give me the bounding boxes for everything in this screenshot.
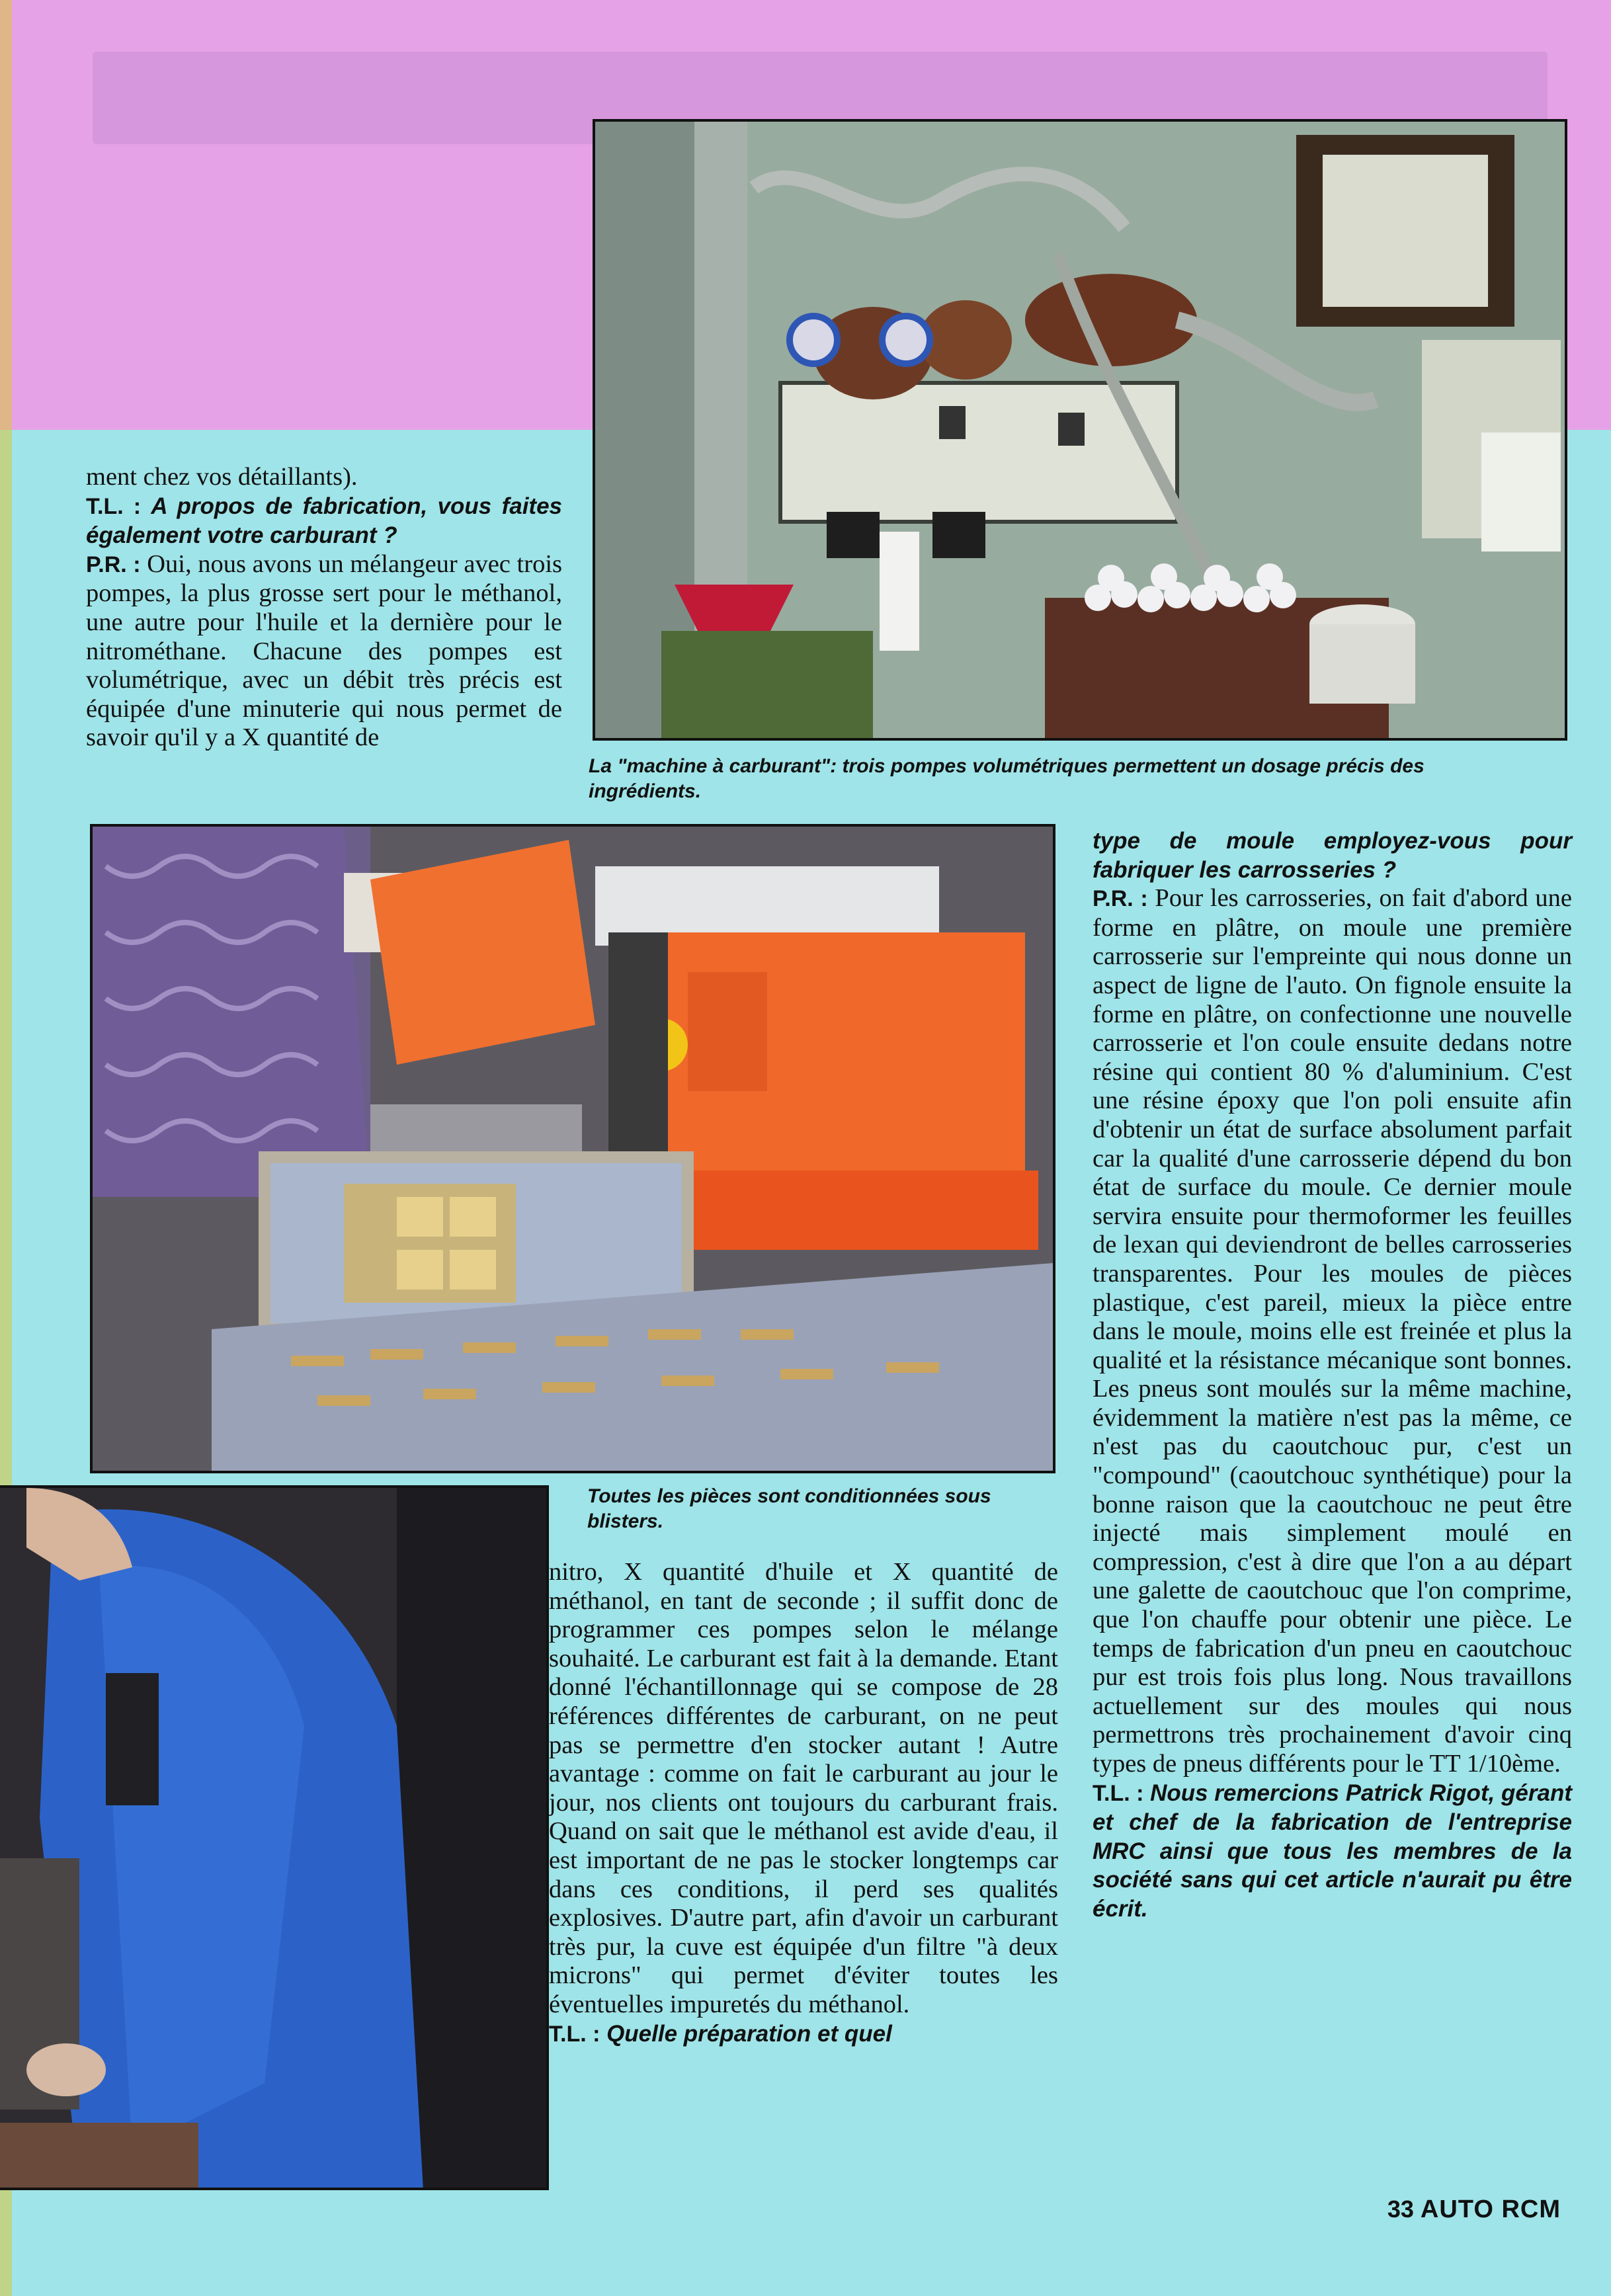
answer-text: Oui, nous avons un mélangeur avec trois pompes, la plus grosse sert pour le méthanol, une autre pour l'huile et la dernière pour le nitrométhane. Chacune des pompes est volumétrique, avec un débit très précis est équipée d'une minuterie qui nous permet de savoir qu'il y a X quantité de: [86, 550, 562, 752]
text-column-2: [549, 1558, 1058, 2049]
question-text: type de moule employez-vous pour fabriquer les carrosseries ?: [1093, 828, 1572, 883]
text-column-3: [1093, 827, 1572, 1924]
blister-machine-illustration: [93, 827, 1053, 1471]
photo-blister-machine: [90, 824, 1055, 1473]
worker-illustration: [0, 1488, 546, 2190]
paragraph-text: ment chez vos détaillants).: [86, 463, 358, 491]
magazine-name: AUTO RCM: [1420, 2195, 1561, 2223]
speaker-tl: T.L. :: [549, 2021, 600, 2047]
closing-thanks-text: Nous remercions Patrick Rigot, gérant et chef de la fabrication de l'entreprise MRC ainsi que tous les membres de la société sans qui cet article n'aurait pu être écrit.: [1093, 1780, 1573, 1922]
photo-fuel-machine: [593, 119, 1567, 741]
page-footer: [1387, 2195, 1561, 2224]
text-column-1: [86, 463, 562, 753]
paragraph-text: nitro, X quantité d'huile et X quantité de méthanol, en tant de seconde ; il suffit donc de programmer ces pompes selon le mélange souhaité. Le carburant est fait à la demande. Etant donné l'échantillonnage qui se compose de 28 références différentes de carburant, on ne peut pas se permettre d'en stocker autant ! Autre avantage : comme on fait le carburant au jour le jour, nos clients ont toujours du carburant frais. Quand on sait que le méthanol est avide d'eau, il est important de ne pas le stocker longtemps car dans ces conditions, il perd ses qualités explosives. D'autre part, afin d'avoir un carburant très pur, la cuve est équipée d'un filtre "à deux microns" qui permet d'éviter toutes les éventuelles impuretés du méthanol.: [549, 1558, 1058, 2018]
page-number: 33: [1387, 2195, 1414, 2223]
question-text: Quelle préparation et quel: [606, 2020, 892, 2047]
caption-fuel-machine: La "machine à carburant": trois pompes volumétriques permettent un dosage précis des ingrédients.: [589, 755, 1425, 802]
speaker-pr: P.R. :: [1093, 886, 1148, 912]
caption-blisters: Toutes les pièces sont conditionnées sous blisters.: [587, 1485, 991, 1532]
photo-worker: [0, 1485, 549, 2190]
speaker-tl: T.L. :: [86, 493, 142, 519]
speaker-tl: T.L. :: [1093, 1780, 1144, 1806]
question-text: A propos de fabrication, vous faites également votre carburant ?: [86, 493, 563, 549]
fuel-machine-illustration: [595, 122, 1565, 738]
speaker-pr: P.R. :: [86, 552, 141, 577]
answer-text: Pour les carrosseries, on fait d'abord une forme en plâtre, on moule une première carrosserie sur l'empreinte qui nous donne un aspect de ligne de l'auto. On fignole ensuite la forme en plâtre, on confectionne une nouvelle carrosserie et l'on coule ensuite dedans notre résine qui contient 80 % d'aluminium. C'est une résine époxy que l'on poli ensuite afin d'obtenir un état de surface absolument parfait car la qualité d'une carrosserie dépend du bon état de surface du moule. Ce dernier moule servira ensuite pour thermoformer les feuilles de lexan qui deviendront de belles carrosseries transparentes. Pour les moules de pièces plastique, c'est pareil, mieux la pièce entre dans le moule, moins elle est freinée et plus la qualité et la résistance mécanique sont bonnes. Les pneus sont moulés sur la même machine, évidemment la matière n'est pas la même, ce n'est pas du caoutchouc pur, c'est un "compound" (caoutchouc synthétique) pour la bonne raison que la caoutchouc ne peut être injecté mais simplement moulé en compression, c'est à dire que l'on a au départ une galette de caoutchouc que l'on comprime, que l'on chauffe pour obtenir une pièce. Le temps de fabrication d'un pneu en caoutchouc pur est trois fois plus long. Nous travaillons actuellement sur des moules qui nous permettrons très prochainement d'avoir cinq types de pneus différents pour le TT 1/10ème.: [1093, 884, 1572, 1778]
